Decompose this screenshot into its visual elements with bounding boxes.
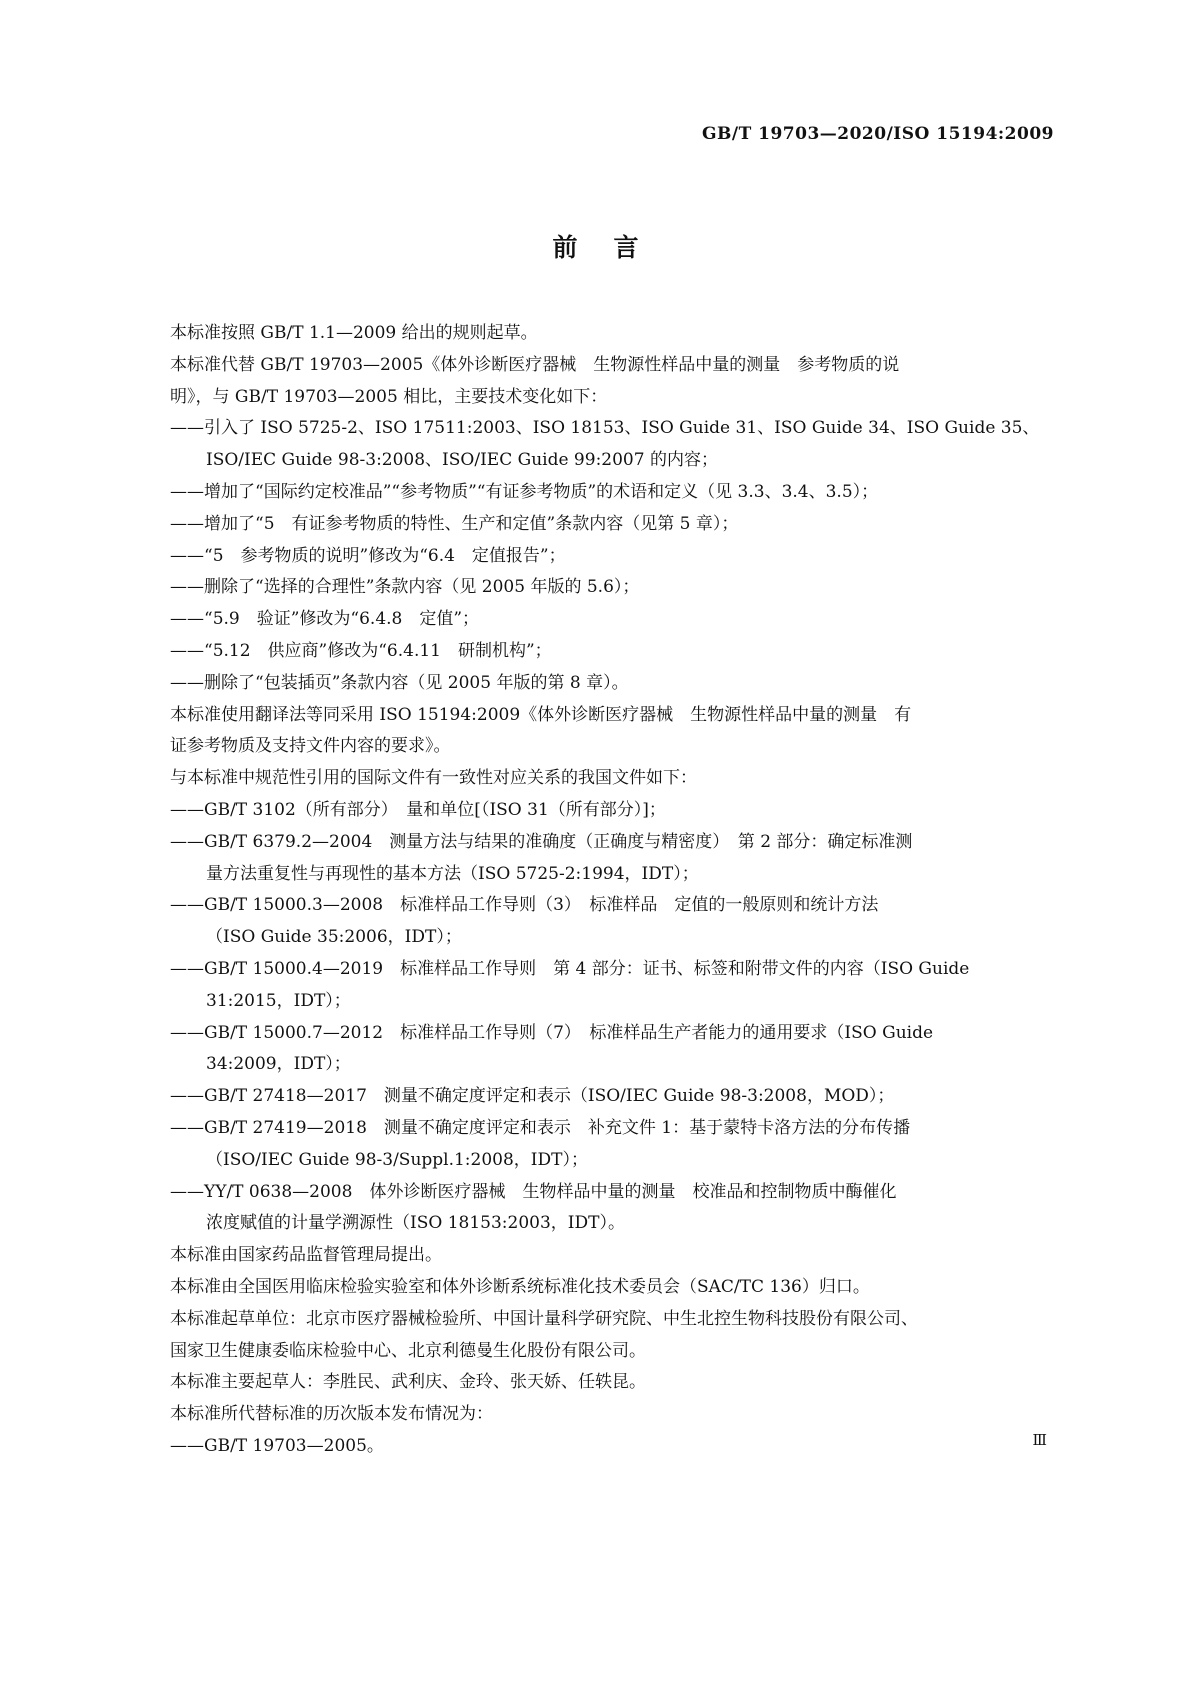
list-item <box>134 1431 1058 1463</box>
text-line: 国家卫生健康委临床检验中心、北京利德曼生化股份有限公司。 <box>170 1340 646 1361</box>
page-number: Ⅲ <box>1032 1431 1047 1449</box>
list-item <box>134 890 1058 954</box>
text-line: 本标准使用翻译法等同采用 ISO 15194:2009《体外诊断医疗器械 生物源性样品中量的测量 有 <box>170 704 912 725</box>
text-line: ——YY/T 0638—2008 体外诊断医疗器械 生物样品中量的测量 校准品和控制物质中酶催化 <box>170 1181 897 1202</box>
text-line: 本标准主要起草人：李胜民、武利庆、金玲、张天娇、任轶昆。 <box>170 1372 646 1393</box>
text-line: ——GB/T 15000.3—2008 标准样品工作导则（3） 标准样品 定值的一般原则和统计方法 <box>170 895 879 916</box>
list-item <box>134 668 1058 700</box>
text-line: 本标准由国家药品监督管理局提出。 <box>170 1245 442 1266</box>
text-line: 本标准由全国医用临床检验实验室和体外诊断系统标准化技术委员会（SAC/TC 136）归口。 <box>170 1276 870 1297</box>
text-line: ——“5.9 验证”修改为“6.4.8 定值”； <box>170 609 480 630</box>
paragraph <box>134 1240 1058 1272</box>
text-line: ——GB/T 3102（所有部分） 量和单位[（ISO 31（所有部分）]； <box>170 799 666 820</box>
text-line: ——删除了“包装插页”条款内容（见 2005 年版的第 8 章）。 <box>170 672 629 693</box>
list-item <box>134 477 1058 509</box>
standard-code: GB/T 19703—2020/ISO 15194:2009 <box>701 124 1054 144</box>
paragraph <box>134 1367 1058 1399</box>
text-line: ——引入了 ISO 5725-2、ISO 17511:2003、ISO 18153、ISO Guide 31、ISO Guide 34、ISO Guide 35、 <box>170 418 1040 439</box>
list-item <box>134 541 1058 573</box>
list-item <box>134 509 1058 541</box>
list-item <box>134 1177 1058 1241</box>
text-line: 本标准代替 GB/T 19703—2005《体外诊断医疗器械 生物源性样品中量的测量 参考物质的说 <box>170 354 900 375</box>
list-item <box>134 1113 1058 1177</box>
text-line: 与本标准中规范性引用的国际文件有一致性对应关系的我国文件如下： <box>170 768 697 789</box>
text-line: 本标准起草单位：北京市医疗器械检验所、中国计量科学研究院、中生北控生物科技股份有限公司、 <box>170 1308 918 1329</box>
text-line: 本标准所代替标准的历次版本发布情况为： <box>170 1404 493 1425</box>
text-line: 浓度赋值的计量学溯源性（ISO 18153:2003，IDT）。 <box>206 1213 625 1234</box>
list-item <box>134 636 1058 668</box>
list-item <box>134 827 1058 891</box>
text-line: ——删除了“选择的合理性”条款内容（见 2005 年版的 5.6）； <box>170 577 640 598</box>
document-body <box>134 318 1058 1463</box>
list-item <box>134 795 1058 827</box>
text-line: 34:2009，IDT）； <box>206 1054 351 1075</box>
text-line: ——“5.12 供应商”修改为“6.4.11 研制机构”； <box>170 640 552 661</box>
text-line: ——GB/T 27418—2017 测量不确定度评定和表示（ISO/IEC Guide 98-3:2008，MOD）； <box>170 1086 895 1107</box>
list-item <box>134 572 1058 604</box>
text-line: 量方法重复性与再现性的基本方法（ISO 5725-2:1994，IDT）； <box>206 863 699 884</box>
page-title: 前言 <box>552 233 675 262</box>
paragraph <box>134 318 1058 350</box>
paragraph <box>134 1399 1058 1431</box>
text-line: ——“5 参考物质的说明”修改为“6.4 定值报告”； <box>170 545 566 566</box>
paragraph <box>134 763 1058 795</box>
paragraph <box>134 1304 1058 1368</box>
list-item <box>134 1081 1058 1113</box>
text-line: 31:2015，IDT）； <box>206 990 351 1011</box>
text-line: ——GB/T 15000.4—2019 标准样品工作导则 第 4 部分：证书、标签和附带文件的内容（ISO Guide <box>170 958 970 979</box>
text-line: ——GB/T 27419—2018 测量不确定度评定和表示 补充文件 1：基于蒙特卡洛方法的分布传播 <box>170 1117 911 1138</box>
paragraph <box>134 350 1058 414</box>
text-line: （ISO Guide 35:2006，IDT）； <box>206 927 462 948</box>
list-item <box>134 1018 1058 1082</box>
list-item <box>134 954 1058 1018</box>
text-line: ——GB/T 6379.2—2004 测量方法与结果的准确度（正确度与精密度） 第 2 部分：确定标准测 <box>170 831 913 852</box>
text-line: 明》，与 GB/T 19703—2005 相比，主要技术变化如下： <box>170 386 608 407</box>
text-line: 本标准按照 GB/T 1.1—2009 给出的规则起草。 <box>170 323 538 343</box>
text-line: （ISO/IEC Guide 98-3/Suppl.1:2008，IDT）； <box>206 1149 588 1170</box>
text-line: ——GB/T 19703—2005。 <box>170 1435 384 1456</box>
paragraph <box>134 1272 1058 1304</box>
list-item <box>134 413 1058 477</box>
text-line: ——增加了“5 有证参考物质的特性、生产和定值”条款内容（见第 5 章）； <box>170 513 739 534</box>
text-line: ISO/IEC Guide 98-3:2008、ISO/IEC Guide 99:2007 的内容； <box>206 450 718 471</box>
text-line: ——GB/T 15000.7—2012 标准样品工作导则（7） 标准样品生产者能力的通用要求（ISO Guide <box>170 1022 934 1043</box>
text-line: 证参考物质及支持文件内容的要求》。 <box>170 736 451 757</box>
paragraph <box>134 700 1058 764</box>
list-item <box>134 604 1058 636</box>
text-line: ——增加了“国际约定校准品”“参考物质”“有证参考物质”的术语和定义（见 3.3、3.4、3.5）； <box>170 481 879 502</box>
